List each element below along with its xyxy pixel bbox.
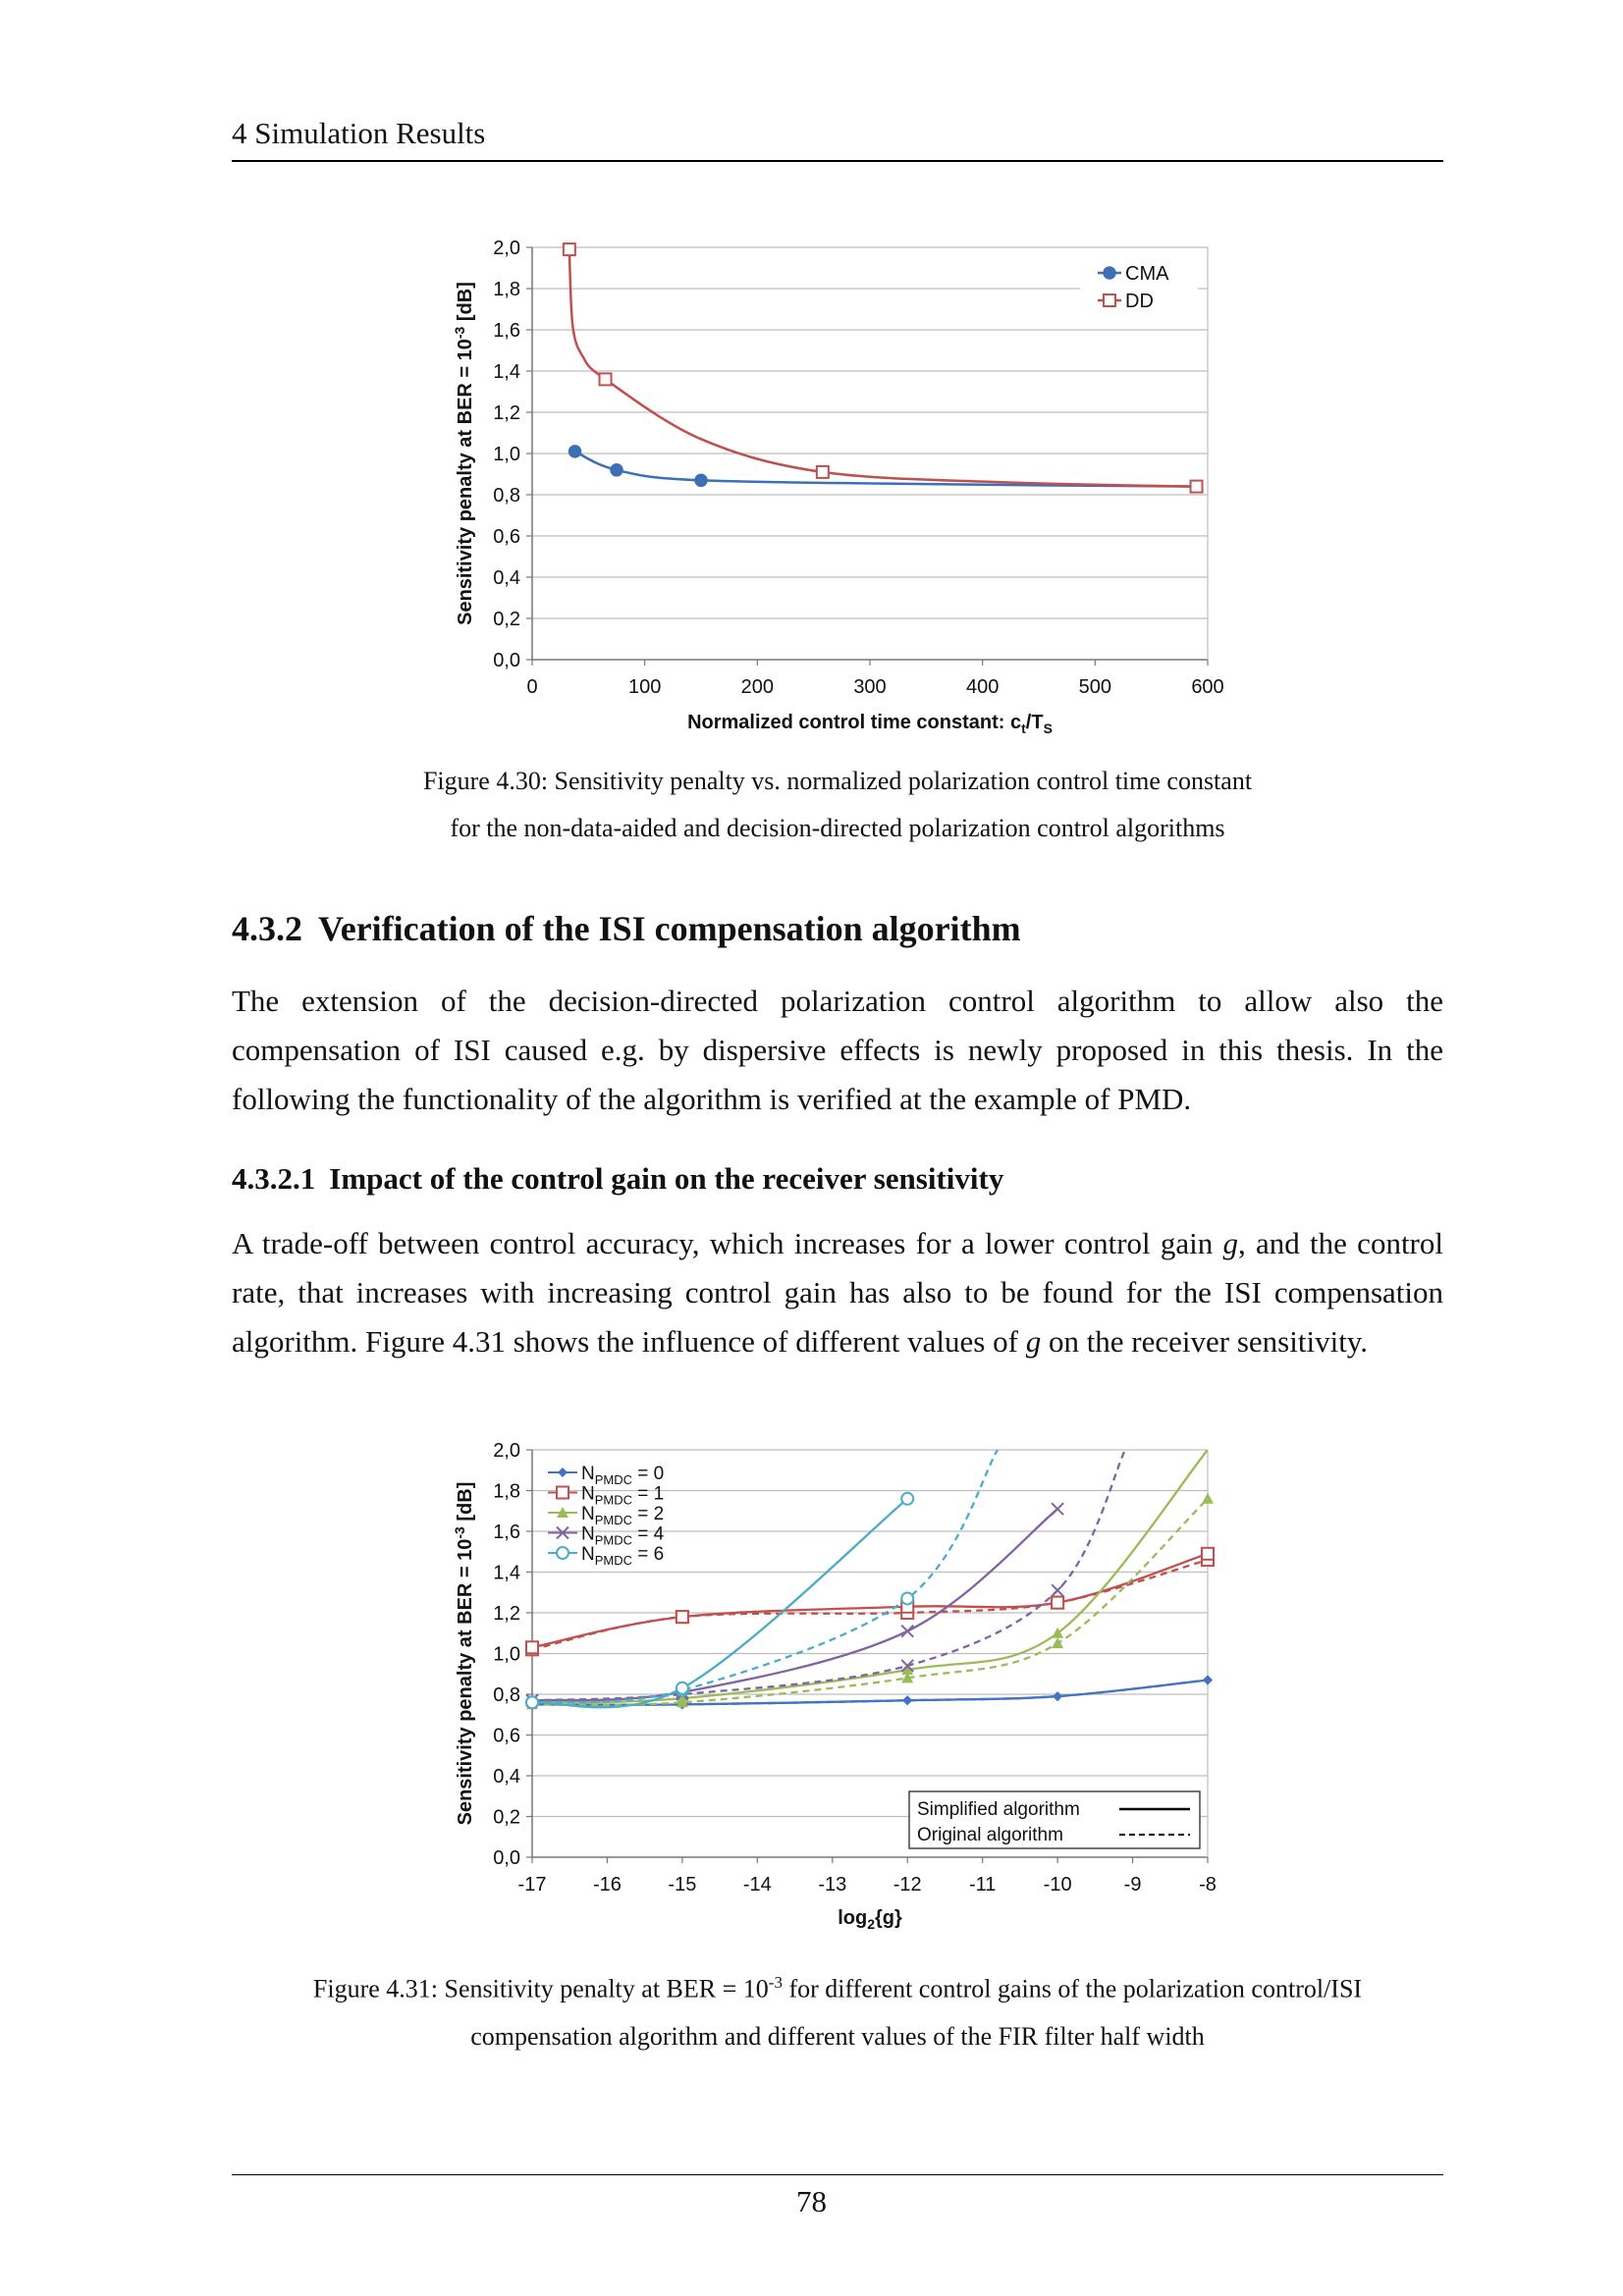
subsection-paragraph	[232, 1219, 1443, 1366]
y-tick-label: 0,2	[493, 609, 520, 630]
data-point-cma	[569, 446, 581, 457]
data-point-original-npmdc-3	[1052, 1584, 1063, 1596]
figure-4-31-chart	[432, 1428, 1237, 1944]
x-tick-label: 400	[965, 676, 1000, 698]
x-axis-label: Normalized control time constant: $c_t/T_S$	[687, 712, 1053, 736]
y-tick-label: 0,0	[493, 1847, 520, 1869]
y-tick-label: 0,6	[493, 1725, 520, 1747]
data-point-simplified-npmdc-4	[901, 1493, 913, 1505]
y-tick-label: 1,2	[493, 1603, 520, 1625]
figure-4-31-caption-line2: compensation algorithm and different values of the FIR filter half width	[470, 2021, 1205, 2051]
running-header	[232, 113, 1443, 162]
data-point-simplified-npmdc-3	[1052, 1503, 1063, 1515]
legend-simplified-label: Simplified algorithm	[917, 1799, 1080, 1820]
x-tick-label: -16	[592, 1874, 622, 1896]
y-tick-label: 1,4	[493, 1562, 520, 1584]
data-point-simplified-npmdc-0	[1053, 1691, 1062, 1701]
data-point-dd	[600, 373, 612, 385]
running-header-text: 4 Simulation Results	[232, 116, 486, 150]
data-point-original-npmdc-2	[1202, 1493, 1214, 1504]
figure-4-30-caption-line1: Figure 4.30: Sensitivity penalty vs. normalized polarization control time constant	[422, 767, 1253, 795]
figure-4-31-caption-line1	[232, 1959, 1443, 2013]
data-point-original-npmdc-2	[1052, 1637, 1063, 1648]
data-point-simplified-npmdc-0	[1203, 1675, 1213, 1684]
x-tick-label: -13	[818, 1874, 847, 1896]
section-paragraph: The extension of the decision-directed polarization control algorithm to allow also the compensation of ISI caused e.g. by dispersive effects is newly proposed in this thesis. In the following the functionality of the algorithm is verified at the example of PMD.	[232, 984, 1443, 1116]
legend-label-npmdc-2: $N_{PMDC} = 2$	[581, 1504, 665, 1527]
data-point-simplified-npmdc-3	[901, 1626, 913, 1637]
data-point-simplified-npmdc-1	[676, 1611, 688, 1623]
figure-4-31-caption-post: for different control gains of the polarization control/ISI	[782, 1974, 1363, 2003]
x-tick-label: 600	[1191, 676, 1224, 698]
legend-label-cma: CMA	[1125, 263, 1169, 285]
y-tick-label: 0,4	[493, 567, 520, 589]
subsection-number: 4.3.2.1	[232, 1161, 316, 1196]
subsection-heading	[232, 1161, 1003, 1197]
x-tick-label: -17	[517, 1874, 547, 1896]
y-tick-label: 2,0	[493, 238, 520, 259]
figure-4-31-caption	[232, 1959, 1443, 2060]
y-tick-label: 1,2	[493, 402, 520, 424]
figure-4-30-caption-line2: for the non-data-aided and decision-directed polarization control algorithms	[450, 814, 1225, 842]
y-tick-label: 0,0	[493, 650, 520, 671]
x-tick-label: -8	[1199, 1874, 1217, 1896]
y-tick-label: 2,0	[493, 1440, 520, 1462]
x-tick-label: 200	[740, 676, 775, 698]
y-tick-label: 1,8	[493, 1480, 520, 1503]
x-tick-label: 100	[627, 676, 662, 698]
legend-marker-npmdc-1	[557, 1487, 568, 1499]
y-tick-label: 0,2	[493, 1806, 520, 1829]
data-point-simplified-npmdc-4	[526, 1696, 538, 1708]
legend-marker-dd	[1104, 294, 1115, 306]
data-point-original-npmdc-4	[901, 1592, 913, 1604]
section-heading	[232, 908, 1021, 949]
x-tick-label: -15	[668, 1874, 697, 1896]
x-tick-label: 500	[1078, 676, 1112, 698]
x-tick-label: -12	[893, 1874, 922, 1896]
x-axis-label: $\log_2\{g\}$	[838, 1907, 902, 1932]
y-tick-label: 0,8	[493, 485, 520, 507]
data-point-dd	[817, 466, 829, 478]
legend-marker-npmdc-4	[557, 1547, 568, 1559]
page-number: 78	[796, 2184, 827, 2218]
legend-marker-cma	[1104, 267, 1115, 279]
data-point-simplified-npmdc-4	[676, 1682, 688, 1694]
footer-divider	[232, 2174, 1443, 2175]
series-line-cma	[575, 452, 1197, 487]
section-title: Verification of the ISI compensation algorithm	[318, 909, 1021, 948]
paragraph-text-2: , and the control rate, that increases with increasing control gain has also to be found for the ISI compensation algorithm. Figure 4.31 shows the influence of different values of	[232, 1226, 1443, 1359]
subsection-title: Impact of the control gain on the receiver sensitivity	[329, 1161, 1004, 1196]
y-axis-label: Sensitivity penalty at BER = $10^{-3}$ [dB]	[452, 1481, 476, 1826]
y-tick-label: 1,4	[493, 361, 520, 383]
section-number: 4.3.2	[232, 909, 302, 948]
data-point-simplified-npmdc-1	[526, 1641, 538, 1653]
paragraph-text-3: on the receiver sensitivity.	[1041, 1324, 1369, 1359]
data-point-dd	[1191, 481, 1203, 493]
data-point-simplified-npmdc-1	[1202, 1548, 1214, 1560]
series-line-simplified-npmdc-1	[532, 1554, 1208, 1647]
paragraph-text-1: A trade-off between control accuracy, which increases for a lower control gain	[232, 1226, 1223, 1260]
legend-label-npmdc-4: $N_{PMDC} = 6$	[581, 1544, 665, 1568]
legend-label-dd: DD	[1125, 291, 1154, 312]
legend-label-npmdc-3: $N_{PMDC} = 4$	[581, 1523, 665, 1548]
data-point-simplified-npmdc-0	[902, 1695, 912, 1705]
x-tick-label: -14	[742, 1874, 772, 1896]
variable-g: g	[1222, 1226, 1239, 1260]
figure-4-31-caption-pre: Figure 4.31: Sensitivity penalty at BER = 10	[312, 1974, 769, 2003]
legend-label-npmdc-0: $N_{PMDC} = 0$	[581, 1464, 665, 1487]
variable-g-2: g	[1025, 1324, 1042, 1359]
y-tick-label: 0,4	[493, 1766, 520, 1788]
data-point-cma	[695, 474, 707, 486]
y-tick-label: 1,0	[493, 444, 520, 465]
legend-original-label: Original algorithm	[917, 1825, 1063, 1845]
y-tick-label: 1,8	[493, 279, 520, 300]
figure-4-30-chart	[432, 226, 1237, 746]
series-line-original-npmdc-3	[532, 1450, 1125, 1700]
y-axis-label: Sensitivity penalty at BER = $10^{-3}$ [dB]	[452, 282, 476, 625]
y-tick-label: 0,8	[493, 1684, 520, 1706]
x-tick-label: -11	[968, 1874, 997, 1896]
figure-4-30-caption	[232, 758, 1443, 852]
series-line-original-npmdc-4	[532, 1450, 998, 1702]
figure-4-31-caption-sup: -3	[768, 1973, 783, 1992]
legend-label-npmdc-1: $N_{PMDC} = 1$	[581, 1483, 665, 1508]
x-tick-label: 300	[853, 676, 887, 698]
x-tick-label: 0	[526, 676, 538, 698]
data-point-simplified-npmdc-1	[1052, 1597, 1063, 1609]
y-tick-label: 1,6	[493, 1522, 520, 1543]
data-point-cma	[611, 464, 622, 476]
y-tick-label: 0,6	[493, 526, 520, 548]
x-tick-label: -9	[1123, 1874, 1142, 1896]
legend-marker-npmdc-0	[558, 1468, 568, 1477]
y-tick-label: 1,0	[493, 1643, 520, 1666]
x-tick-label: -10	[1043, 1874, 1072, 1896]
data-point-dd	[564, 243, 575, 255]
y-tick-label: 1,6	[493, 320, 520, 342]
